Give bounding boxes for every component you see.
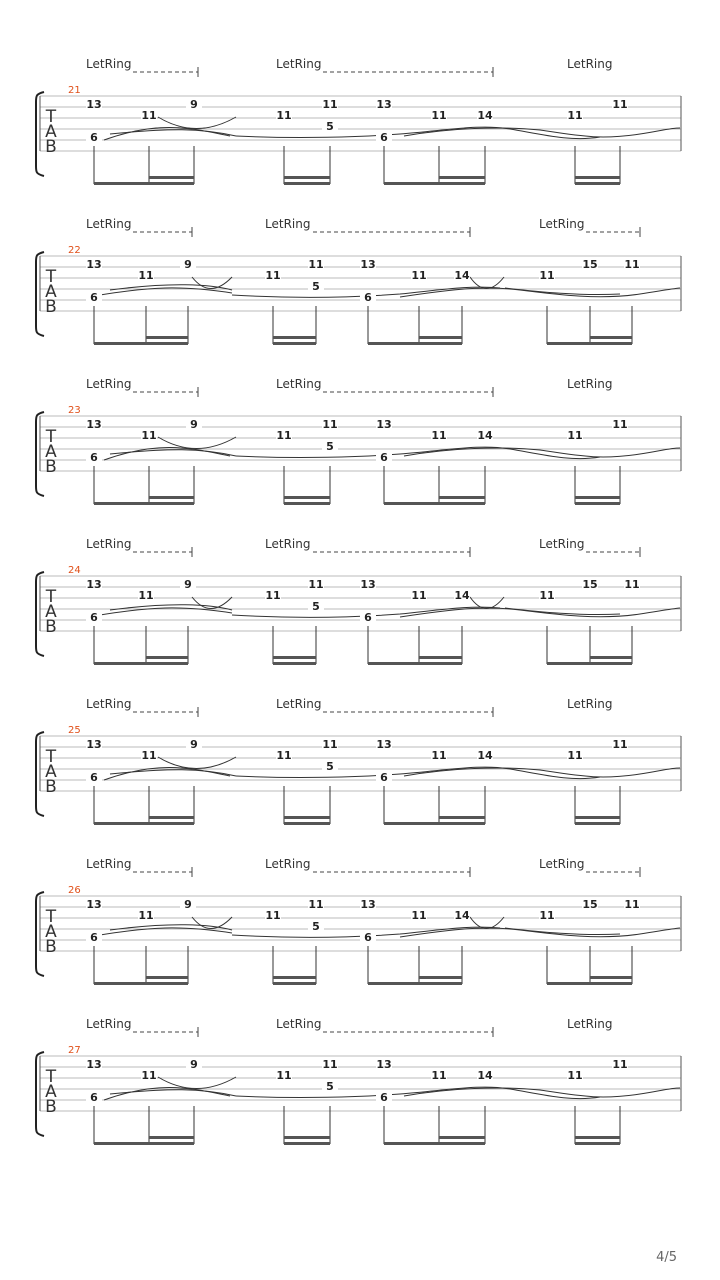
beam-secondary — [439, 1136, 485, 1139]
tab-note: 14 — [454, 589, 470, 602]
beam-primary — [284, 502, 330, 505]
tab-note: 9 — [184, 578, 192, 591]
tab-clef-letter: B — [45, 297, 57, 317]
measure-number: 27 — [68, 1045, 81, 1056]
beam-primary — [575, 182, 620, 185]
tab-system — [36, 377, 681, 505]
beam-secondary — [590, 976, 632, 979]
tab-note: 11 — [138, 909, 154, 922]
tab-note: 11 — [624, 898, 640, 911]
beam-secondary — [419, 656, 462, 659]
tab-note: 11 — [539, 909, 555, 922]
tab-note: 5 — [312, 600, 320, 613]
tab-note: 11 — [141, 429, 157, 442]
let-ring-label: LetRing — [86, 377, 132, 391]
tab-note: 14 — [477, 109, 493, 122]
tab-system — [36, 217, 681, 345]
beam-secondary — [149, 1136, 194, 1139]
tab-note: 6 — [90, 451, 98, 464]
beam-secondary — [575, 176, 620, 179]
tab-note: 6 — [380, 131, 388, 144]
page-number: 4/5 — [656, 1250, 677, 1265]
bend-arc — [192, 277, 232, 289]
tab-note: 11 — [141, 1069, 157, 1082]
tab-note: 13 — [86, 1058, 102, 1071]
beam-primary — [384, 1142, 485, 1145]
tab-note: 11 — [265, 269, 281, 282]
tab-note: 6 — [364, 931, 372, 944]
beam-secondary — [419, 336, 462, 339]
tab-note: 11 — [276, 1069, 292, 1082]
tab-system — [36, 697, 681, 825]
tab-note: 11 — [612, 98, 628, 111]
tab-note: 6 — [90, 291, 98, 304]
beam-primary — [368, 662, 462, 665]
tab-note: 9 — [184, 898, 192, 911]
beam-secondary — [146, 976, 188, 979]
tab-clef-letter: B — [45, 457, 57, 477]
tab-note: 11 — [322, 1058, 338, 1071]
tab-clef-letter: B — [45, 137, 57, 157]
tab-note: 9 — [190, 738, 198, 751]
tab-clef-letter: T — [45, 427, 57, 447]
tab-note: 5 — [326, 760, 334, 773]
tab-note: 6 — [380, 771, 388, 784]
measure-number: 22 — [68, 245, 81, 256]
tab-clef-letter: A — [45, 602, 57, 622]
tab-note: 14 — [454, 909, 470, 922]
tab-note: 6 — [90, 771, 98, 784]
tab-note: 9 — [190, 1058, 198, 1071]
tab-note: 13 — [376, 98, 392, 111]
let-ring-label: LetRing — [265, 857, 311, 871]
let-ring-label: LetRing — [567, 377, 613, 391]
tab-clef-letter: A — [45, 1082, 57, 1102]
beam-secondary — [439, 496, 485, 499]
tab-note: 11 — [539, 589, 555, 602]
tab-note: 9 — [190, 418, 198, 431]
measure-number: 25 — [68, 725, 81, 736]
tab-note: 11 — [567, 429, 583, 442]
beam-primary — [575, 822, 620, 825]
tab-note: 11 — [431, 429, 447, 442]
tab-note: 11 — [411, 909, 427, 922]
tab-note: 11 — [624, 258, 640, 271]
tab-note: 11 — [141, 749, 157, 762]
tab-note: 9 — [190, 98, 198, 111]
beam-primary — [94, 1142, 194, 1145]
tab-note: 11 — [612, 738, 628, 751]
let-ring-label: LetRing — [276, 697, 322, 711]
tab-clef-letter: A — [45, 122, 57, 142]
tab-note: 11 — [138, 269, 154, 282]
tab-note: 14 — [477, 749, 493, 762]
tab-note: 11 — [265, 589, 281, 602]
tab-note: 13 — [86, 258, 102, 271]
tab-note: 11 — [624, 578, 640, 591]
beam-secondary — [575, 496, 620, 499]
tab-note: 11 — [308, 578, 324, 591]
beam-secondary — [575, 1136, 620, 1139]
let-ring-label: LetRing — [539, 537, 585, 551]
bend-arc — [158, 1077, 236, 1089]
let-ring-label: LetRing — [86, 217, 132, 231]
beam-primary — [94, 822, 194, 825]
tab-note: 11 — [567, 109, 583, 122]
tab-clef-letter: B — [45, 1097, 57, 1117]
let-ring-label: LetRing — [86, 1017, 132, 1031]
beam-secondary — [439, 176, 485, 179]
beam-secondary — [149, 816, 194, 819]
tab-clef-letter: B — [45, 937, 57, 957]
beam-secondary — [146, 656, 188, 659]
tab-note: 6 — [90, 611, 98, 624]
tab-note: 11 — [612, 418, 628, 431]
tab-note: 6 — [364, 611, 372, 624]
tab-note: 13 — [86, 418, 102, 431]
tab-clef-letter: B — [45, 617, 57, 637]
let-ring-label: LetRing — [265, 217, 311, 231]
tab-clef-letter: A — [45, 922, 57, 942]
tab-note: 11 — [138, 589, 154, 602]
beam-primary — [284, 822, 330, 825]
beam-secondary — [273, 336, 316, 339]
let-ring-label: LetRing — [86, 857, 132, 871]
bend-arc — [158, 757, 236, 769]
beam-primary — [368, 982, 462, 985]
tab-note: 14 — [454, 269, 470, 282]
let-ring-label: LetRing — [567, 697, 613, 711]
tab-clef-letter: T — [45, 267, 57, 287]
let-ring-label: LetRing — [86, 537, 132, 551]
let-ring-label: LetRing — [539, 217, 585, 231]
tab-clef-letter: T — [45, 747, 57, 767]
beam-primary — [273, 982, 316, 985]
tab-note: 11 — [308, 898, 324, 911]
tab-note: 11 — [431, 749, 447, 762]
let-ring-label: LetRing — [276, 1017, 322, 1031]
tab-note: 13 — [86, 898, 102, 911]
beam-secondary — [439, 816, 485, 819]
tab-clef-letter: A — [45, 442, 57, 462]
bend-arc — [192, 917, 232, 929]
tab-note: 11 — [431, 1069, 447, 1082]
tab-note: 13 — [86, 98, 102, 111]
tab-clef-letter: A — [45, 762, 57, 782]
beam-secondary — [149, 496, 194, 499]
tab-clef-letter: T — [45, 587, 57, 607]
beam-primary — [384, 502, 485, 505]
beam-primary — [273, 662, 316, 665]
beam-primary — [94, 502, 194, 505]
beam-primary — [94, 662, 188, 665]
beam-secondary — [273, 976, 316, 979]
beam-primary — [575, 502, 620, 505]
tab-note: 6 — [380, 1091, 388, 1104]
beam-secondary — [575, 816, 620, 819]
beam-secondary — [284, 1136, 330, 1139]
tab-note: 11 — [431, 109, 447, 122]
tab-clef-letter: T — [45, 907, 57, 927]
tab-note: 11 — [265, 909, 281, 922]
beam-primary — [384, 822, 485, 825]
let-ring-label: LetRing — [276, 377, 322, 391]
tab-note: 15 — [582, 898, 598, 911]
tab-clef-letter: A — [45, 282, 57, 302]
tab-note: 5 — [326, 120, 334, 133]
tab-note: 5 — [326, 1080, 334, 1093]
tab-note: 5 — [312, 920, 320, 933]
tab-note: 11 — [567, 1069, 583, 1082]
beam-secondary — [146, 336, 188, 339]
tab-note: 15 — [582, 258, 598, 271]
beam-secondary — [590, 656, 632, 659]
beam-primary — [284, 182, 330, 185]
tab-note: 13 — [86, 578, 102, 591]
let-ring-label: LetRing — [567, 57, 613, 71]
tab-note: 11 — [612, 1058, 628, 1071]
tab-note: 11 — [411, 269, 427, 282]
tab-note: 11 — [322, 98, 338, 111]
tab-system — [36, 537, 681, 665]
beam-primary — [547, 662, 632, 665]
beam-secondary — [284, 496, 330, 499]
measure-number: 26 — [68, 885, 81, 896]
tab-note: 13 — [360, 578, 376, 591]
tab-system — [36, 857, 681, 985]
let-ring-label: LetRing — [86, 57, 132, 71]
measure-number: 23 — [68, 405, 81, 416]
tab-note: 5 — [326, 440, 334, 453]
tab-note: 13 — [360, 898, 376, 911]
let-ring-label: LetRing — [265, 537, 311, 551]
beam-secondary — [273, 656, 316, 659]
tab-note: 11 — [141, 109, 157, 122]
tab-note: 6 — [90, 931, 98, 944]
tab-note: 11 — [322, 738, 338, 751]
tab-note: 13 — [376, 418, 392, 431]
tab-note: 11 — [567, 749, 583, 762]
tab-note: 13 — [360, 258, 376, 271]
measure-number: 21 — [68, 85, 81, 96]
tab-note: 14 — [477, 429, 493, 442]
tab-note: 6 — [90, 131, 98, 144]
measure-number: 24 — [68, 565, 81, 576]
tab-system — [36, 1017, 681, 1145]
beam-primary — [547, 342, 632, 345]
tab-clef-letter: B — [45, 777, 57, 797]
bend-arc — [158, 437, 236, 449]
tab-note: 11 — [308, 258, 324, 271]
tab-note: 11 — [276, 429, 292, 442]
beam-primary — [94, 182, 194, 185]
tab-note: 14 — [477, 1069, 493, 1082]
beam-primary — [547, 982, 632, 985]
tab-note: 11 — [411, 589, 427, 602]
beam-primary — [284, 1142, 330, 1145]
tab-note: 11 — [539, 269, 555, 282]
tab-note: 13 — [376, 1058, 392, 1071]
tab-note: 13 — [86, 738, 102, 751]
beam-primary — [368, 342, 462, 345]
tab-note: 6 — [380, 451, 388, 464]
tab-note: 9 — [184, 258, 192, 271]
tab-note: 6 — [364, 291, 372, 304]
beam-secondary — [284, 816, 330, 819]
beam-secondary — [284, 176, 330, 179]
beam-secondary — [590, 336, 632, 339]
bend-arc — [192, 597, 232, 609]
let-ring-label: LetRing — [567, 1017, 613, 1031]
beam-primary — [94, 342, 188, 345]
let-ring-label: LetRing — [276, 57, 322, 71]
let-ring-label: LetRing — [86, 697, 132, 711]
tab-clef-letter: T — [45, 107, 57, 127]
tab-note: 13 — [376, 738, 392, 751]
tab-note: 11 — [322, 418, 338, 431]
let-ring-label: LetRing — [539, 857, 585, 871]
beam-primary — [273, 342, 316, 345]
beam-primary — [384, 182, 485, 185]
tab-note: 5 — [312, 280, 320, 293]
tab-note: 11 — [276, 749, 292, 762]
bend-arc — [158, 117, 236, 129]
tab-note: 11 — [276, 109, 292, 122]
beam-secondary — [419, 976, 462, 979]
tab-clef-letter: T — [45, 1067, 57, 1087]
beam-primary — [94, 982, 188, 985]
beam-primary — [575, 1142, 620, 1145]
tab-system — [36, 57, 681, 185]
tab-note: 15 — [582, 578, 598, 591]
beam-secondary — [149, 176, 194, 179]
tab-note: 6 — [90, 1091, 98, 1104]
